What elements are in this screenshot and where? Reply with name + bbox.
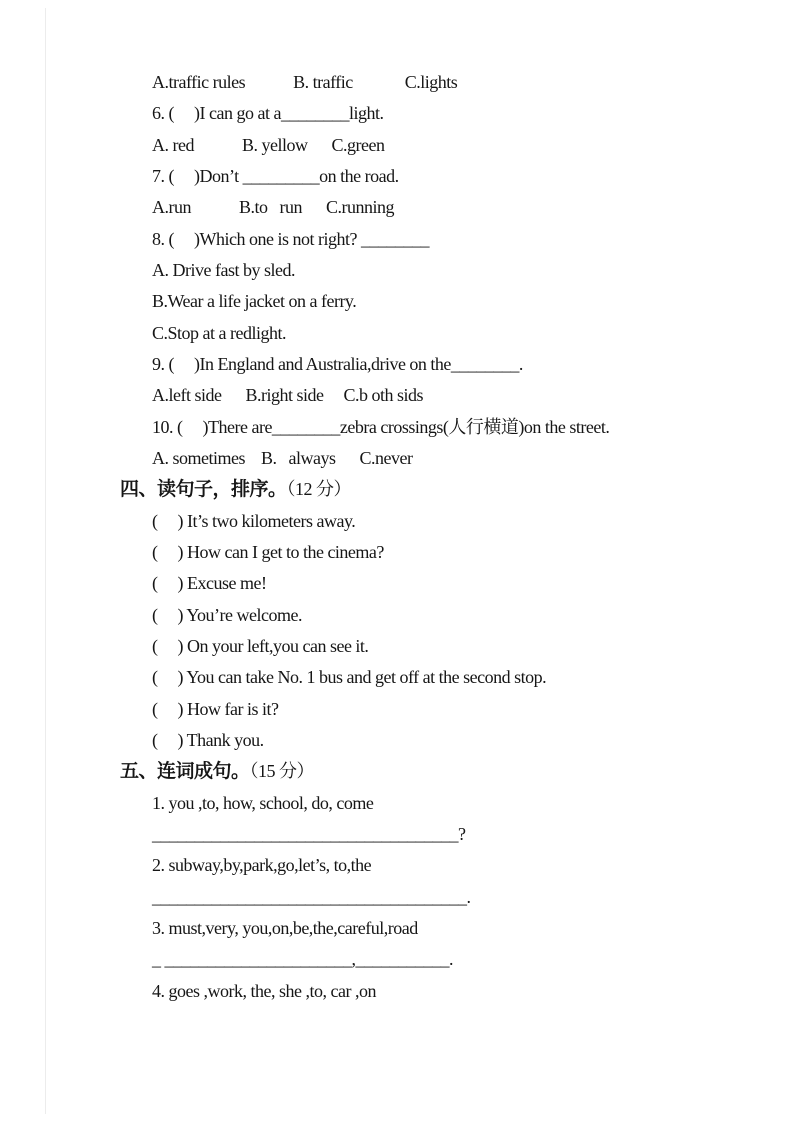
section-5-title: 五、连词成句。 [120, 761, 250, 782]
seq-item-6: ( ) You can take No. 1 bus and get off at the second stop. [152, 667, 547, 687]
answer-blank-1: ____________________________________? [152, 824, 466, 844]
seq-item-3: ( ) Excuse me! [152, 573, 267, 593]
seq-item-1: ( ) It’s two kilometers away. [152, 511, 356, 531]
seq-item-8: ( ) Thank you. [152, 730, 264, 750]
mc-question-8: 8. ( )Which one is not right? ________ [152, 229, 429, 249]
answer-blank-3: _ ______________________,___________. [152, 949, 453, 969]
mc-q5-options: A.traffic rules B. traffic C.lights [152, 72, 458, 92]
mc-question-6: 6. ( )I can go at a________light. [152, 103, 384, 123]
seq-item-4: ( ) You’re welcome. [152, 605, 302, 625]
seq-item-5: ( ) On your left,you can see it. [152, 636, 369, 656]
mc-q6-options: A. red B. yellow C.green [152, 135, 385, 155]
mc-q8-option-c: C.Stop at a redlight. [152, 323, 286, 343]
mc-question-7: 7. ( )Don’t _________on the road. [152, 166, 399, 186]
answer-blank-2: _____________________________________. [152, 887, 471, 907]
mc-question-10: 10. ( )There are________zebra crossings(人行横道)on the street. [152, 417, 610, 437]
seq-item-2: ( ) How can I get to the cinema? [152, 542, 384, 562]
seq-item-7: ( ) How far is it? [152, 699, 279, 719]
mc-q8-option-b: B.Wear a life jacket on a ferry. [152, 291, 357, 311]
mc-q8-option-a: A. Drive fast by sled. [152, 260, 295, 280]
section-5-score: （15 分） [249, 761, 315, 781]
mc-q7-options: A.run B.to run C.running [152, 197, 394, 217]
rearrange-item-1: 1. you ,to, how, school, do, come [152, 793, 374, 813]
section-5-header [120, 759, 314, 784]
rearrange-item-3: 3. must,very, you,on,be,the,careful,road [152, 918, 418, 938]
left-margin-rule [45, 8, 46, 1114]
rearrange-item-4: 4. goes ,work, the, she ,to, car ,on [152, 981, 376, 1001]
section-4-score: （12 分） [286, 479, 352, 499]
mc-q9-options: A.left side B.right side C.b oth sids [152, 385, 423, 405]
mc-question-9: 9. ( )In England and Australia,drive on the________. [152, 354, 523, 374]
section-4-title: 四、读句子，排序。 [120, 479, 287, 500]
rearrange-item-2: 2. subway,by,park,go,let’s, to,the [152, 855, 372, 875]
section-4-header [120, 477, 351, 502]
mc-q10-options: A. sometimes B. always C.never [152, 448, 413, 468]
